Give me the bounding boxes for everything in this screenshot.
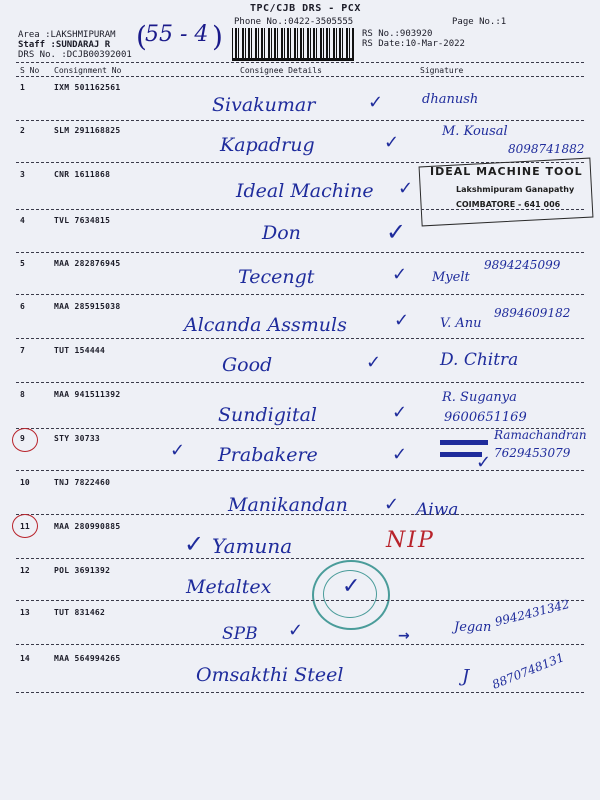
phone-handwritten: 8870748131	[490, 650, 567, 692]
consignee-handwritten: Metaltex	[186, 576, 272, 598]
scribble-strikethrough	[440, 440, 488, 445]
divider	[16, 252, 584, 253]
arrow-icon: →	[398, 628, 410, 644]
consignment-number: MAA 285915038	[54, 302, 121, 311]
check-mark-icon: ✓	[170, 440, 186, 461]
staff-label: Staff :SUNDARAJ R	[18, 40, 111, 50]
row-serial: 3	[20, 170, 25, 179]
check-mark-icon: ✓	[368, 92, 384, 113]
check-mark-icon: ✓	[392, 402, 408, 423]
consignment-number: TUT 154444	[54, 346, 106, 355]
check-mark-icon: ✓	[288, 620, 304, 641]
phone-handwritten: 9600651169	[444, 410, 527, 425]
divider	[16, 62, 584, 63]
consignment-number: TVL 7634815	[54, 216, 111, 225]
consignment-number: SLM 291168825	[54, 126, 121, 135]
column-header-signature: Signature	[420, 66, 464, 75]
consignee-handwritten: SPB	[222, 624, 258, 644]
consignment-number: CNR 1611868	[54, 170, 111, 179]
column-header-sno: S No	[20, 66, 40, 75]
divider	[16, 644, 584, 645]
barcode-image	[232, 28, 354, 58]
check-mark-icon: ✓	[394, 310, 410, 331]
red-circle-mark	[12, 428, 38, 452]
check-mark-icon: ✓	[392, 444, 408, 465]
consignment-number: TNJ 7822460	[54, 478, 111, 487]
row-serial: 8	[20, 390, 25, 399]
divider	[16, 294, 584, 295]
consignee-handwritten: Yamuna	[212, 534, 293, 558]
page-number: Page No.:1	[452, 17, 507, 27]
signature-handwritten: R. Suganya	[442, 390, 517, 405]
check-mark-icon: ✓	[398, 178, 414, 199]
signature-handwritten: J	[462, 666, 470, 687]
check-mark-icon: ✓	[384, 494, 400, 515]
row-serial: 14	[20, 654, 30, 663]
divider	[16, 692, 584, 693]
divider	[16, 600, 584, 601]
consignee-handwritten: Alcanda Assmuls	[184, 314, 347, 336]
rs-date: RS Date:10-Mar-2022	[362, 39, 465, 49]
signature-handwritten: M. Kousal	[442, 124, 508, 139]
signature-handwritten: D. Chitra	[440, 350, 519, 370]
consignee-handwritten: Don	[262, 222, 301, 244]
consignment-number: MAA 941511392	[54, 390, 121, 399]
consignment-number: MAA 564994265	[54, 654, 121, 663]
nip-red-note: NIP	[386, 528, 435, 553]
consignment-number: POL 3691392	[54, 566, 111, 575]
signature-handwritten: V. Anu	[440, 316, 482, 331]
signature-handwritten: Myelt	[432, 270, 470, 285]
column-header-consignee: Consignee Details	[240, 66, 322, 75]
phone-handwritten: 9894609182	[494, 306, 571, 320]
divider	[16, 558, 584, 559]
consignee-handwritten: Sivakumar	[212, 94, 316, 116]
consignment-number: IXM 501162561	[54, 83, 121, 92]
signature-handwritten: dhanush	[422, 92, 479, 107]
consignment-number: MAA 282876945	[54, 259, 121, 268]
check-mark-icon: ✓	[476, 452, 492, 473]
check-mark-icon: ✓	[392, 264, 408, 285]
row-serial: 5	[20, 259, 25, 268]
consignee-handwritten: Ideal Machine	[236, 180, 374, 202]
column-header-consignment: Consignment No	[54, 66, 122, 75]
consignee-handwritten: Tecengt	[238, 266, 315, 288]
area-label: Area :LAKSHMIPURAM	[18, 30, 116, 40]
row-serial: 12	[20, 566, 30, 575]
consignee-handwritten: Manikandan	[228, 494, 348, 516]
signature-handwritten: Jegan	[454, 620, 492, 635]
row-serial: 6	[20, 302, 25, 311]
phone-handwritten: 9894245099	[484, 258, 561, 272]
row-serial: 7	[20, 346, 25, 355]
handwritten-top-note: 55 - 4	[145, 22, 209, 47]
divider	[16, 120, 584, 121]
phone-handwritten: 7629453079	[494, 446, 571, 460]
handwritten-paren-close: )	[212, 20, 223, 53]
consignment-number: STY 30733	[54, 434, 101, 443]
divider	[16, 76, 584, 77]
row-serial: 4	[20, 216, 25, 225]
sheet-title: TPC/CJB DRS - PCX	[250, 3, 361, 14]
check-mark-icon: ✓	[384, 132, 400, 153]
consignment-number: TUT 831462	[54, 608, 106, 617]
row-serial: 9	[20, 434, 25, 443]
stamp-line: Lakshmipuram Ganapathy	[456, 185, 575, 194]
divider	[16, 514, 584, 515]
consignee-handwritten: Good	[222, 354, 273, 376]
divider	[16, 338, 584, 339]
consignment-number: MAA 280990885	[54, 522, 121, 531]
row-serial: 1	[20, 83, 25, 92]
signature-scribble-icon: ✓	[342, 574, 361, 599]
row-serial: 10	[20, 478, 30, 487]
consignee-handwritten: Kapadrug	[220, 134, 315, 156]
consignee-handwritten: Sundigital	[218, 404, 318, 426]
handwritten-paren-open: (	[136, 20, 147, 53]
divider	[16, 382, 584, 383]
phone-handwritten: 9942431342	[493, 596, 571, 630]
stamp-line: COIMBATORE - 641 006	[456, 200, 561, 209]
rs-number: RS No.:903920	[362, 29, 433, 39]
check-mark-icon: ✓	[184, 530, 205, 558]
divider	[16, 470, 584, 471]
barcode-underline	[232, 58, 354, 61]
phone-number: Phone No.:0422-3505555	[234, 17, 354, 27]
consignee-handwritten: Prabakere	[218, 444, 318, 466]
phone-handwritten: 8098741882	[508, 142, 585, 156]
stamp-title: IDEAL MACHINE TOOL	[430, 165, 583, 178]
signature-scribble-icon: ✓	[386, 218, 407, 246]
signature-handwritten: Ramachandran	[494, 428, 587, 442]
check-mark-icon: ✓	[366, 352, 382, 373]
row-serial: 13	[20, 608, 30, 617]
drs-number: DRS No. :DCJB00392001	[18, 50, 132, 60]
row-serial: 2	[20, 126, 25, 135]
divider	[16, 209, 584, 210]
signature-handwritten: Aiwa	[416, 500, 459, 520]
row-serial: 11	[20, 522, 30, 531]
consignee-handwritten: Omsakthi Steel	[196, 664, 344, 686]
